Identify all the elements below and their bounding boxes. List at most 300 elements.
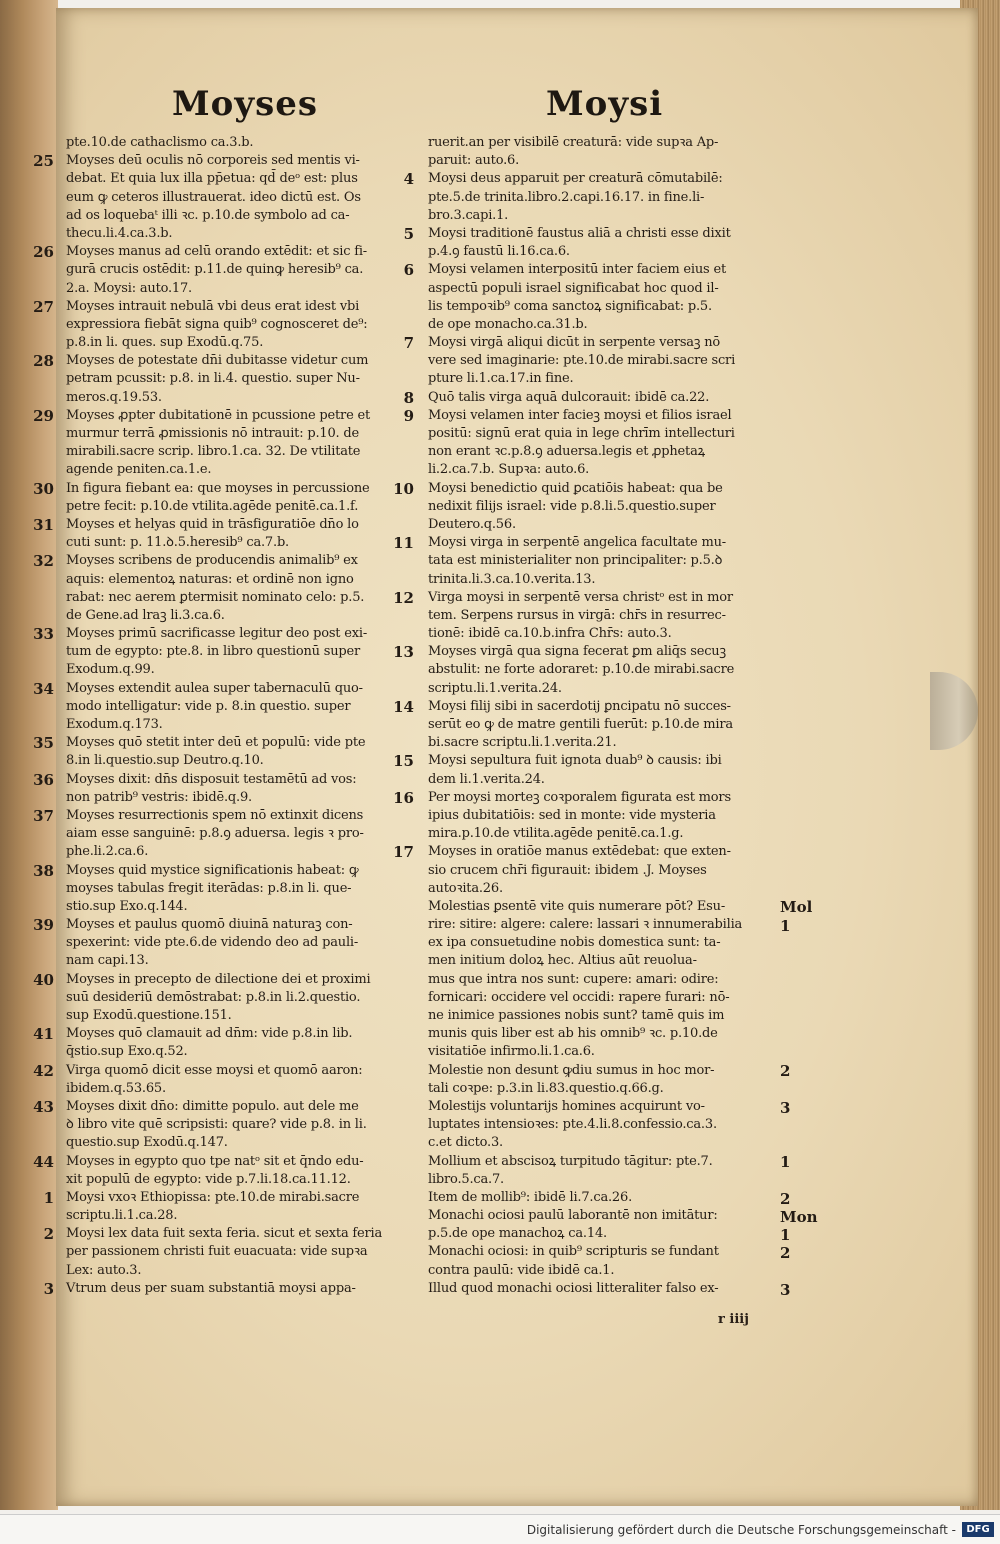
text-line <box>420 916 816 934</box>
text-line <box>420 1080 816 1098</box>
text-line <box>33 515 432 534</box>
text-line <box>60 443 432 461</box>
text-line <box>420 1207 816 1225</box>
text-line <box>420 243 816 261</box>
text-line <box>393 843 816 862</box>
line-text: abstulit: ne forte adoraret: p.10.de mirabi.sacre <box>428 662 735 678</box>
line-text: per passionem christi fuit euacuata: vide supꝛa <box>66 1244 368 1260</box>
text-line <box>60 370 432 388</box>
line-text: Moysi virga in serpentē angelica facultate mu- <box>428 535 726 551</box>
line-text: scriptu.li.1.ca.28. <box>66 1208 178 1224</box>
text-line <box>393 697 816 716</box>
text-line <box>420 607 816 625</box>
right-column <box>393 134 816 1298</box>
line-text: tata est ministerialiter non principaliter: p.5.ꝺ <box>428 553 723 569</box>
text-line <box>60 1007 432 1025</box>
left-column <box>33 134 432 1298</box>
text-line <box>420 1098 816 1116</box>
line-text: ꝺ libro vite quē scripsisti: quare? vide p.8. in li. <box>66 1117 367 1133</box>
entry-number: 4 <box>403 170 414 189</box>
line-text: tali coꝛpe: p.3.in li.83.questio.q.66.g. <box>428 1080 664 1096</box>
line-text: non erant ꝛc.p.8.ꝯ aduersa.legis et ꝓphetaꝝ <box>428 444 705 460</box>
text-line <box>60 661 432 679</box>
line-text: Moyses quō clamauit ad dn̄m: vide p.8.in lib. <box>66 1026 353 1042</box>
line-text: tionē: ibidē ca.10.b.infra Chr̄s: auto.3. <box>428 626 672 642</box>
line-text: Moyses et helyas quid in trāsfiguratiōe dn̄o lo <box>66 516 359 532</box>
text-line <box>33 970 432 989</box>
line-text: bro.3.capi.1. <box>428 207 509 223</box>
line-text: p.4.ꝯ faustū li.16.ca.6. <box>428 244 570 260</box>
text-line <box>60 934 432 952</box>
text-line <box>33 806 432 825</box>
text-line <box>33 552 432 571</box>
line-text: dem li.1.verita.24. <box>428 771 545 787</box>
line-text: trinita.li.3.ca.10.verita.13. <box>428 571 596 587</box>
line-text: non patrib⁹ vestris: ibidē.q.9. <box>66 789 252 805</box>
line-text: serūt eo ꝙ de matre gentili fuerūt: p.10.de mira <box>428 717 733 732</box>
text-line <box>420 1262 816 1280</box>
line-text: q̄stio.sup Exo.q.52. <box>66 1044 188 1060</box>
viewer-footer <box>0 1514 1000 1544</box>
text-line <box>420 152 816 170</box>
text-line <box>420 1225 816 1243</box>
text-line <box>60 1243 432 1261</box>
text-line <box>33 243 432 262</box>
line-text: mirabili.sacre scrip. libro.1.ca. 32. De vtilitate <box>66 444 361 460</box>
entry-number: 29 <box>33 406 54 425</box>
line-text: sio crucem chr̄i figurauit: ibidem .J. Moyses <box>428 862 707 878</box>
text-line <box>420 189 816 207</box>
line-text: thecu.li.4.ca.3.b. <box>66 225 173 241</box>
text-line <box>420 516 816 534</box>
line-text: Exodum.q.99. <box>66 662 155 678</box>
line-text: phe.li.2.ca.6. <box>66 844 149 860</box>
text-line <box>420 134 816 152</box>
line-text: Moyses in egypto quo tpe natᵒ sit et q̄ndo edu- <box>66 1153 364 1169</box>
line-text: Moysi virgā aliqui dicūt in serpente versaꝫ nō <box>428 335 721 351</box>
entry-number: 32 <box>33 552 54 571</box>
text-line <box>60 880 432 898</box>
line-text: p.5.de ope manachoꝝ ca.14. <box>428 1226 607 1242</box>
text-line <box>33 734 432 753</box>
line-text: Quō talis virga aquā dulcorauit: ibidē ca.22. <box>428 389 710 405</box>
text-line <box>420 1025 816 1043</box>
line-text: libro.5.ca.7. <box>428 1171 504 1187</box>
line-text: Moysi filij sibi in sacerdotij ꝑncipatu nō succes- <box>428 698 731 714</box>
line-text: Moyses ꝓpter dubitationē in pcussione petre et <box>66 407 371 423</box>
line-text: meros.q.19.53. <box>66 389 162 405</box>
text-line <box>60 334 432 352</box>
text-line <box>33 406 432 425</box>
line-text: ex ipa consuetudine nobis domestica sunt: ta- <box>428 935 721 951</box>
text-line <box>33 1025 432 1044</box>
line-text: Moysi traditionē faustus aliā a christi esse dixit <box>428 225 731 241</box>
text-line <box>60 207 432 225</box>
text-line <box>60 789 432 807</box>
entry-number: 15 <box>393 752 414 771</box>
running-head-right: Moysi <box>546 84 664 124</box>
printer-signature: r iiij <box>718 1312 749 1327</box>
margin-number: 1 <box>780 916 791 935</box>
text-line <box>420 880 816 898</box>
line-text: expressiora fiebāt signa quib⁹ cognosceret de⁹: <box>66 316 368 332</box>
text-line <box>420 934 816 952</box>
line-text: Molestie non desunt ꝙdiu sumus in hoc mor- <box>428 1062 715 1078</box>
text-line <box>33 1061 432 1080</box>
text-line <box>60 571 432 589</box>
text-line <box>420 552 816 570</box>
text-line <box>420 1043 816 1061</box>
line-text: Exodum.q.173. <box>66 717 163 732</box>
text-line <box>420 1153 816 1171</box>
line-text: pte.10.de cathaclismo ca.3.b. <box>66 135 254 150</box>
entry-number: 6 <box>403 261 414 280</box>
line-text: ipius dubitatiōis: sed in monte: vide mysteria <box>428 807 716 823</box>
line-text: de Gene.ad lraꝫ li.3.ca.6. <box>66 607 225 623</box>
entry-number: 5 <box>403 224 414 243</box>
text-line <box>60 461 432 479</box>
text-line <box>60 261 432 279</box>
text-line <box>420 461 816 479</box>
text-line <box>420 989 816 1007</box>
line-text: Virga quomō dicit esse moysi et quomō aaron: <box>66 1062 363 1078</box>
line-text: scriptu.li.1.verita.24. <box>428 680 562 696</box>
line-text: tum de egypto: pte.8. in libro questionū super <box>66 644 361 660</box>
line-text: munis quis liber est ab his omnib⁹ ꝛc. p.10.de <box>428 1026 718 1042</box>
line-text: agende peniten.ca.1.e. <box>66 462 212 478</box>
line-text: Moyses extendit aulea super tabernaculū quo- <box>66 680 363 696</box>
text-line <box>393 534 816 553</box>
text-line <box>33 297 432 316</box>
text-line <box>60 280 432 298</box>
text-line <box>420 898 816 916</box>
line-text: paruit: auto.6. <box>428 153 520 169</box>
line-text: In figura fiebant ea: que moyses in percussione <box>66 480 370 496</box>
line-text: visitatiōe infirmo.li.1.ca.6. <box>428 1044 595 1060</box>
entry-number: 31 <box>33 515 54 534</box>
text-line <box>33 1097 432 1116</box>
line-text: Mollium et abscisoꝝ turpitudo tāgitur: pte.7. <box>428 1153 713 1169</box>
text-line <box>33 679 432 698</box>
line-text: aspectū populi israel significabat hoc quod il- <box>428 280 719 296</box>
entry-number: 37 <box>33 806 54 825</box>
text-line <box>60 1207 432 1225</box>
line-text: 8.in li.questio.sup Deutro.q.10. <box>66 753 264 769</box>
entry-number: 1 <box>43 1188 54 1207</box>
text-line <box>420 625 816 643</box>
line-text: Item de mollib⁹: ibidē li.7.ca.26. <box>428 1189 633 1205</box>
entry-number: 26 <box>33 243 54 262</box>
line-text: Monachi ociosi: in quib⁹ scripturis se fundant <box>428 1244 719 1260</box>
text-line <box>420 734 816 752</box>
text-line <box>43 1279 432 1298</box>
line-text: Moyses manus ad celū orando extēdit: et sic fi- <box>66 244 367 260</box>
entry-number: 42 <box>33 1061 54 1080</box>
entry-number: 33 <box>33 625 54 644</box>
entry-number: 13 <box>393 643 414 662</box>
line-text: aquis: elementoꝝ naturas: et ordinē non igno <box>66 571 354 587</box>
line-text: Moysi vxoꝛ Ethiopissa: pte.10.de mirabi.sacre <box>66 1189 360 1205</box>
text-line <box>420 825 816 843</box>
text-line <box>393 479 816 498</box>
line-text: Moyses virgā qua signa fecerat ꝑm aliq̄s secuꝫ <box>428 644 726 660</box>
text-line <box>33 916 432 935</box>
entry-number: 16 <box>393 788 414 807</box>
line-text: rabat: nec aerem ꝑtermisit nominato celo: p.5. <box>66 589 365 605</box>
line-text: ruerit.an per visibilē creaturā: vide supꝛa Ap- <box>428 135 719 150</box>
text-line <box>420 807 816 825</box>
line-text: Moyses de potestate dn̄i dubitasse videtur cum <box>66 353 369 369</box>
line-text: ibidem.q.53.65. <box>66 1080 166 1096</box>
line-text: petre fecit: p.10.de vtilita.agēde penitē.ca.1.f. <box>66 498 359 514</box>
line-text: Moysi deus apparuit per creaturā cōmutabilē: <box>428 171 723 187</box>
line-text: murmur terrā ꝓmissionis nō intrauit: p.10. de <box>66 426 359 441</box>
line-text: ne inimice passiones nobis sunt? tamē quis im <box>428 1008 725 1023</box>
text-line <box>420 1171 816 1189</box>
entry-number: 11 <box>393 534 414 553</box>
text-line <box>60 698 432 716</box>
text-line <box>33 352 432 371</box>
text-line <box>420 316 816 334</box>
text-line <box>420 370 816 388</box>
text-line <box>60 752 432 770</box>
text-line <box>403 170 816 189</box>
text-line <box>403 334 816 353</box>
entry-number: 17 <box>393 843 414 862</box>
text-line <box>420 971 816 989</box>
text-line <box>60 1116 432 1134</box>
line-text: c.et dicto.3. <box>428 1135 503 1151</box>
line-text: questio.sup Exodū.q.147. <box>66 1135 228 1151</box>
text-line <box>393 788 816 807</box>
text-line <box>60 534 432 552</box>
line-text: Deutero.q.56. <box>428 516 516 532</box>
text-line <box>420 716 816 734</box>
text-line <box>60 952 432 970</box>
entry-number: 41 <box>33 1025 54 1044</box>
text-line <box>60 170 432 188</box>
text-line <box>60 589 432 607</box>
line-text: sup Exodū.questione.151. <box>66 1008 232 1023</box>
text-line <box>420 1189 816 1207</box>
text-line <box>420 443 816 461</box>
line-text: mus que intra nos sunt: cupere: amari: odire: <box>428 971 719 987</box>
text-line <box>33 1152 432 1171</box>
entry-number: 7 <box>403 334 414 353</box>
text-line <box>420 1280 816 1298</box>
entry-number: 43 <box>33 1097 54 1116</box>
line-text: Moyses et paulus quomō diuinā naturaꝫ con- <box>66 917 353 933</box>
text-line <box>33 479 432 498</box>
line-text: xit populū de egypto: vide p.7.li.18.ca.11.12. <box>66 1171 351 1187</box>
dfg-logo: DFG <box>962 1522 994 1537</box>
text-line <box>60 989 432 1007</box>
line-text: Moyses in precepto de dilectione dei et proximi <box>66 971 371 987</box>
margin-number: Mol <box>780 898 813 917</box>
text-line <box>60 389 432 407</box>
text-line <box>60 1171 432 1189</box>
line-text: Illud quod monachi ociosi litteraliter falso ex- <box>428 1280 719 1296</box>
text-line <box>33 152 432 171</box>
entry-number: 38 <box>33 861 54 880</box>
entry-number: 10 <box>393 479 414 498</box>
line-text: autoꝛita.26. <box>428 880 503 896</box>
entry-number: 30 <box>33 479 54 498</box>
line-text: petram pcussit: p.8. in li.4. questio. super Nu- <box>66 371 360 387</box>
entry-number: 40 <box>33 970 54 989</box>
line-text: positū: signū erat quia in lege chrīm intellecturi <box>428 426 735 441</box>
line-text: ad os loquebaᵗ illi ꝛc. p.10.de symbolo ad ca- <box>66 207 350 223</box>
text-line <box>420 571 816 589</box>
line-text: lis tempoꝛib⁹ coma sanctoꝝ significabat: p.5. <box>428 298 712 314</box>
line-text: contra paulū: vide ibidē ca.1. <box>428 1262 615 1278</box>
line-text: Moyses in oratiōe manus extēdebat: que exten- <box>428 844 731 860</box>
entry-number: 8 <box>403 388 414 407</box>
line-text: Moyses quid mystice significationis habeat: ꝙ <box>66 862 359 878</box>
text-line <box>420 425 816 443</box>
line-text: Molestias ꝑsentē vite quis numerare pōt? Esu- <box>428 898 726 914</box>
text-line <box>60 134 432 152</box>
line-text: rire: sitire: algere: calere: lassari ꝛ innumerabilia <box>428 917 743 933</box>
line-text: eum ꝙ ceteros illustrauerat. ideo dictū est. Os <box>66 189 361 205</box>
line-text: aiam esse sanguinē: p.8.ꝯ aduersa. legis ꝛ pro- <box>66 826 364 842</box>
entry-number: 27 <box>33 297 54 316</box>
text-line <box>420 661 816 679</box>
entry-number: 3 <box>43 1279 54 1298</box>
line-text: Moysi lex data fuit sexta feria. sicut et sexta feria <box>66 1226 383 1242</box>
funding-note: Digitalisierung gefördert durch die Deutsche Forschungsgemeinschaft - <box>526 1523 956 1537</box>
text-line <box>60 716 432 734</box>
text-line <box>60 843 432 861</box>
entry-number: 39 <box>33 916 54 935</box>
text-line <box>420 1007 816 1025</box>
text-line <box>60 316 432 334</box>
entry-number: 12 <box>393 588 414 607</box>
line-text: Moysi sepultura fuit ignota duab⁹ ꝺ causis: ibi <box>428 753 722 769</box>
line-text: mira.p.10.de vtilita.agēde penitē.ca.1.g. <box>428 826 684 842</box>
text-line <box>60 225 432 243</box>
entry-number: 36 <box>33 770 54 789</box>
line-text: Moyses deū oculis nō corporeis sed mentis vi- <box>66 153 360 169</box>
text-line <box>60 425 432 443</box>
line-text: fornicari: occidere vel occidi: rapere furari: nō- <box>428 989 730 1005</box>
text-line <box>43 1188 432 1207</box>
line-text: Moysi benedictio quid ꝑcatiōis habeat: qua be <box>428 480 723 496</box>
entry-number: 25 <box>33 152 54 171</box>
text-line <box>393 752 816 771</box>
line-text: 2.a. Moysi: auto.17. <box>66 280 192 296</box>
margin-number: 3 <box>780 1280 791 1299</box>
text-line <box>403 388 816 407</box>
entry-number: 28 <box>33 352 54 371</box>
text-line <box>393 588 816 607</box>
margin-number: 1 <box>780 1153 791 1172</box>
text-line <box>420 1243 816 1261</box>
text-line <box>43 1225 432 1244</box>
line-text: suū desideriū demōstrabat: p.8.in li.2.questio. <box>66 989 361 1005</box>
line-text: Monachi ociosi paulū laborantē non imitātur: <box>428 1208 718 1224</box>
text-line <box>420 1062 816 1080</box>
line-text: pture li.1.ca.17.in fine. <box>428 371 574 387</box>
text-line <box>420 862 816 880</box>
text-line <box>60 189 432 207</box>
text-line <box>403 261 816 280</box>
line-text: Per moysi morteꝫ coꝛporalem figurata est mors <box>428 789 731 805</box>
text-line <box>33 625 432 644</box>
text-line <box>60 1080 432 1098</box>
line-text: de ope monacho.ca.31.b. <box>428 316 588 332</box>
line-text: modo intelligatur: vide p. 8.in questio. super <box>66 698 351 714</box>
text-line <box>60 825 432 843</box>
entry-number: 2 <box>43 1225 54 1244</box>
text-line <box>60 643 432 661</box>
margin-number: 1 <box>780 1226 791 1244</box>
line-text: nam capi.13. <box>66 953 149 969</box>
entry-number: 44 <box>33 1152 54 1171</box>
line-text: luptates intensioꝛes: pte.4.li.8.confessio.ca.3. <box>428 1117 717 1133</box>
margin-number: 3 <box>780 1098 791 1117</box>
line-text: Molestijs voluntarijs homines acquirunt vo- <box>428 1098 705 1114</box>
line-text: pte.5.de trinita.libro.2.capi.16.17. in fine.li- <box>428 189 705 205</box>
line-text: p.8.in li. ques. sup Exodū.q.75. <box>66 335 264 351</box>
text-line <box>420 952 816 970</box>
line-text: vere sed imaginarie: pte.10.de mirabi.sacre scri <box>428 353 736 369</box>
entry-number: 9 <box>403 406 414 425</box>
text-line <box>420 1116 816 1134</box>
line-text: spexerint: vide pte.6.de videndo deo ad pauli- <box>66 935 359 951</box>
text-line <box>393 643 816 662</box>
text-line <box>60 1262 432 1280</box>
line-text: li.2.ca.7.b. Supꝛa: auto.6. <box>428 462 590 478</box>
line-text: bi.sacre scriptu.li.1.verita.21. <box>428 735 617 751</box>
text-line <box>60 1134 432 1152</box>
text-line <box>420 498 816 516</box>
text-line <box>60 607 432 625</box>
line-text: Moyses scribens de producendis animalib⁹ ex <box>66 553 358 569</box>
line-text: cuti sunt: p. 11.ꝺ.5.heresib⁹ ca.7.b. <box>66 535 289 551</box>
running-head-left: Moyses <box>172 84 318 124</box>
text-line <box>60 1043 432 1061</box>
line-text: debat. Et quia lux illa pp̄etua: qd̄ deᵒ est: plus <box>66 171 358 187</box>
text-line <box>403 224 816 243</box>
text-line <box>420 680 816 698</box>
line-text: Moyses intrauit nebulā vbi deus erat idest vbi <box>66 298 360 314</box>
margin-number: 2 <box>780 1062 791 1081</box>
margin-number: 2 <box>780 1244 791 1263</box>
line-text: Moyses dixit dn̄o: dimitte populo. aut dele me <box>66 1098 359 1114</box>
text-line <box>420 352 816 370</box>
line-text: tem. Serpens rursus in virgā: chr̄s in resurrec- <box>428 607 726 623</box>
text-line <box>33 770 432 789</box>
text-line <box>420 1134 816 1152</box>
text-line <box>403 406 816 425</box>
line-text: Moysi velamen inter facieꝫ moysi et filios israel <box>428 407 732 423</box>
margin-number: 2 <box>780 1189 791 1208</box>
text-line <box>60 498 432 516</box>
entry-number: 14 <box>393 697 414 716</box>
line-text: Moysi velamen interpositū inter faciem eius et <box>428 262 726 278</box>
line-text: Moyses primū sacrificasse legitur deo post exi- <box>66 626 368 642</box>
line-text: moyses tabulas fregit iterādas: p.8.in li. que- <box>66 880 352 896</box>
entry-number: 34 <box>33 679 54 698</box>
line-text: Moyses quō stetit inter deū et populū: vide pte <box>66 735 366 751</box>
line-text: Moyses resurrectionis spem nō extinxit dicens <box>66 807 364 823</box>
line-text: Virga moysi in serpentē versa christᵒ est in mor <box>428 589 733 605</box>
margin-number: Mon <box>780 1207 818 1226</box>
entry-number: 35 <box>33 734 54 753</box>
line-text: Moyses dixit: dn̄s disposuit testamētū ad vos: <box>66 771 357 787</box>
line-text: men initium doloꝝ hec. Altius aūt reuolua- <box>428 953 697 969</box>
